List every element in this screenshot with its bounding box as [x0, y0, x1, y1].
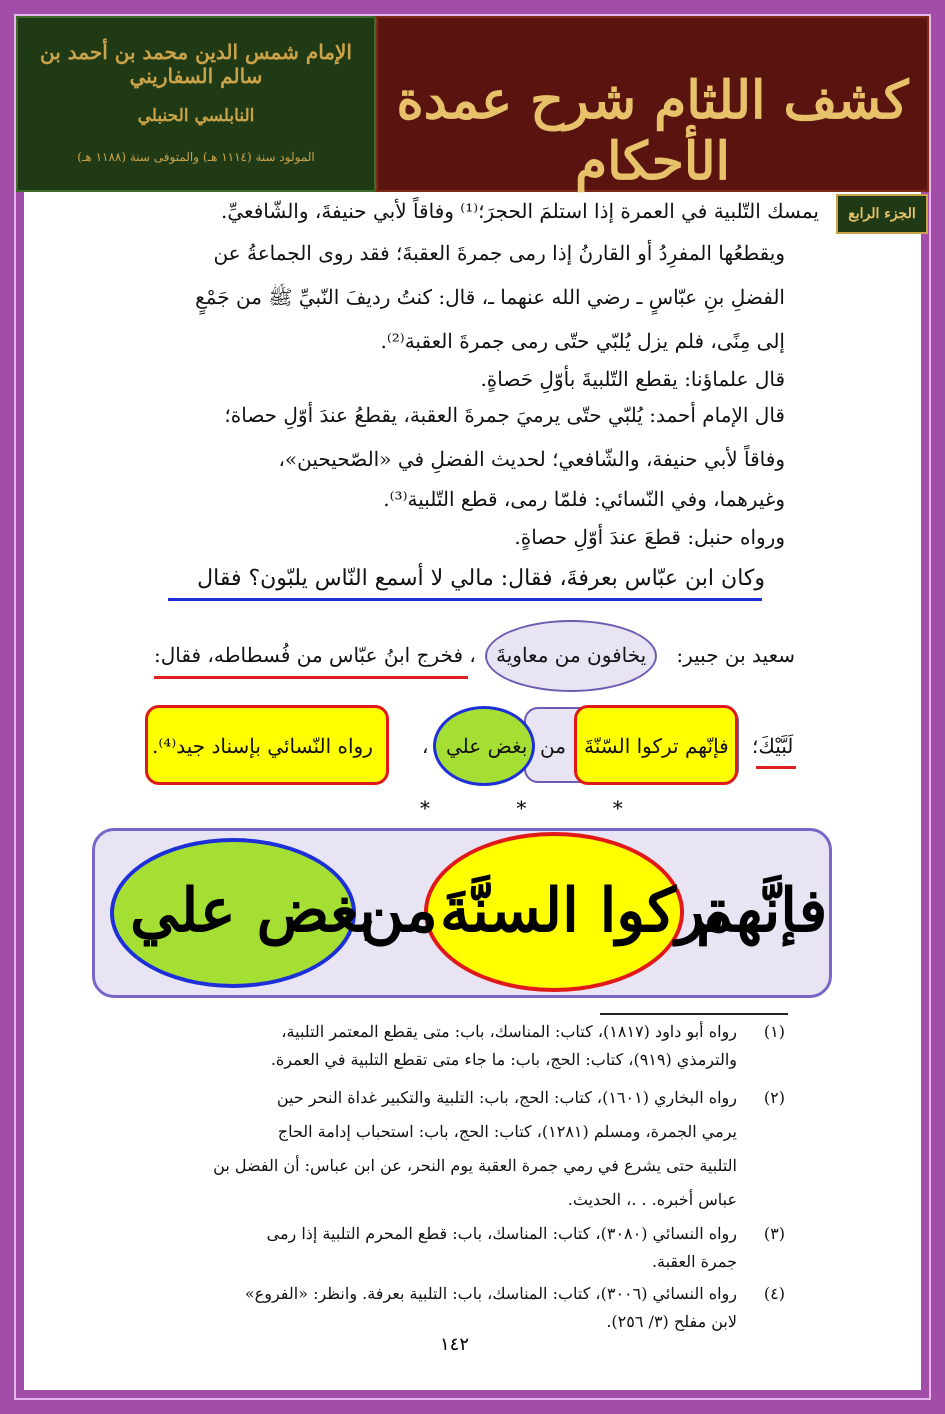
title-banner — [376, 16, 929, 192]
highlighted-phrase: يخافون من معاويةَ — [496, 643, 647, 667]
blue-underline — [168, 598, 762, 601]
labbayk-word: لَبَّيْكَ؛ — [752, 734, 794, 758]
footnote-line: رواه أبو داود (١٨١٧)، كتاب: المناسك، باب: متى يقطع المعتمر التلبية، — [281, 1022, 737, 1041]
phrase-yellow: فإنّهم تركوا السّنّةَ — [584, 734, 729, 758]
text-segment: ، فخرج ابنُ عبّاس من فُسطاطه، فقال: — [154, 643, 476, 667]
text-line: قال الإمام أحمد: يُلبّي حتّى يرميَ جمرةَ العقبة، يقطعُ عندَ أوّلِ حصاة؛ — [224, 403, 785, 427]
footnote-line: التلبية حتى يشرع في رمي جمرة العقبة يوم النحر، عن ابن عباس: أن الفضل بن — [213, 1156, 737, 1175]
footnote-line: عباس أخبره. . .، الحديث. — [567, 1190, 737, 1209]
text-line: قال علماؤنا: يقطع التّلبيةَ بأوّلِ حَصاةٍ. — [480, 367, 785, 391]
citation-yellow: رواه النّسائي بإسناد جيد⁽⁴⁾. — [152, 734, 373, 758]
footnote-line: يرمي الجمرة، ومسلم (١٢٨١)، كتاب: الحج، باب: استحباب إدامة الحاج — [277, 1122, 737, 1141]
footnote-line: لابن مفلح (٣/ ٢٥٦). — [606, 1312, 737, 1331]
footnote-rule — [600, 1013, 788, 1015]
text-line: الفضلِ بنِ عبّاسٍ ـ رضي الله عنهما ـ، قال: كنتُ رديفَ النّبيِّ ﷺ من جَمْعٍ — [195, 285, 785, 309]
phrase-comma: ، — [422, 734, 429, 758]
footnote-line: والترمذي (٩١٩)، كتاب: الحج، باب: ما جاء متى تقطع التلبية في العمرة. — [270, 1050, 737, 1069]
footnote-num: (٢) — [763, 1088, 785, 1107]
author-name: الإمام شمس الدين محمد بن أحمد بن سالم السفاريني — [40, 40, 352, 88]
author-dates: المولود سنة (١١١٤ هـ) والمتوفى سنة (١١٨٨ هـ) — [77, 150, 315, 164]
phrase-min: من — [540, 734, 566, 758]
text-line-underlined: وكان ابن عبّاس بعرفةَ، فقال: مالي لا أسمع النّاس يلبّون؟ فقال — [197, 566, 765, 591]
text-line: ويقطعُها المفرِدُ أو القارنُ إذا رمى جمرةَ العقبةَ؛ فقد روى الجماعةُ عن — [213, 241, 785, 265]
big-yellow-phrase: تركوا السنَّةَ — [440, 876, 726, 946]
text-line: يمسك التّلبية في العمرة إذا استلمَ الحجرَ؛⁽¹⁾ وفاقاً لأبي حنيفةَ، والشّافعيِّ. — [221, 199, 819, 223]
red-underline — [756, 766, 796, 769]
footnote-num: (٤) — [763, 1284, 785, 1303]
text-line: وغيرهما، وفي النّسائي: فلمّا رمى، قطع التّلبية⁽³⁾. — [383, 487, 785, 511]
big-word: فإنَّهم — [696, 876, 828, 946]
author-banner — [16, 16, 376, 192]
text-line: إلى مِنًى، فلم يزل يُلبّي حتّى رمى جمرةَ العقبة⁽²⁾. — [380, 329, 785, 353]
footnote-num: (١) — [763, 1022, 785, 1041]
big-green-phrase: بغض علي — [130, 876, 376, 946]
author-nisba: النابلسي الحنبلي — [137, 106, 255, 126]
big-min: من — [360, 876, 438, 946]
speaker-name: سعيد بن جبير: — [676, 643, 795, 667]
footnote-line: جمرة العقبة. — [651, 1252, 737, 1271]
text-line: ورواه حنبل: قطعَ عندَ أوّلِ حصاةٍ. — [514, 525, 785, 549]
red-underline — [154, 676, 468, 679]
footnote-line: رواه النسائي (٣٠٠٦)، كتاب: المناسك، باب: التلبية بعرفة. وانظر: «الفروع» — [244, 1284, 737, 1303]
page-number: ١٤٢ — [440, 1334, 470, 1355]
phrase-green: بغض علي — [446, 734, 528, 758]
footnote-num: (٣) — [763, 1224, 785, 1243]
section-divider: * * * — [420, 796, 663, 820]
footnote-line: رواه البخاري (١٦٠١)، كتاب: الحج، باب: التلبية والتكبير غداة النحر حين — [276, 1088, 737, 1107]
footnote-line: رواه النسائي (٣٠٨٠)، كتاب: المناسك، باب: قطع المحرم التلبية إذا رمى — [266, 1224, 737, 1243]
text-line: وفاقاً لأبي حنيفة، والشّافعي؛ لحديث الفضلِ في «الصّحيحين»، — [278, 447, 785, 471]
volume-label: الجزء الرابع — [836, 194, 928, 234]
book-title: كشف اللثام شرح عمدة الأحكام — [396, 70, 909, 192]
